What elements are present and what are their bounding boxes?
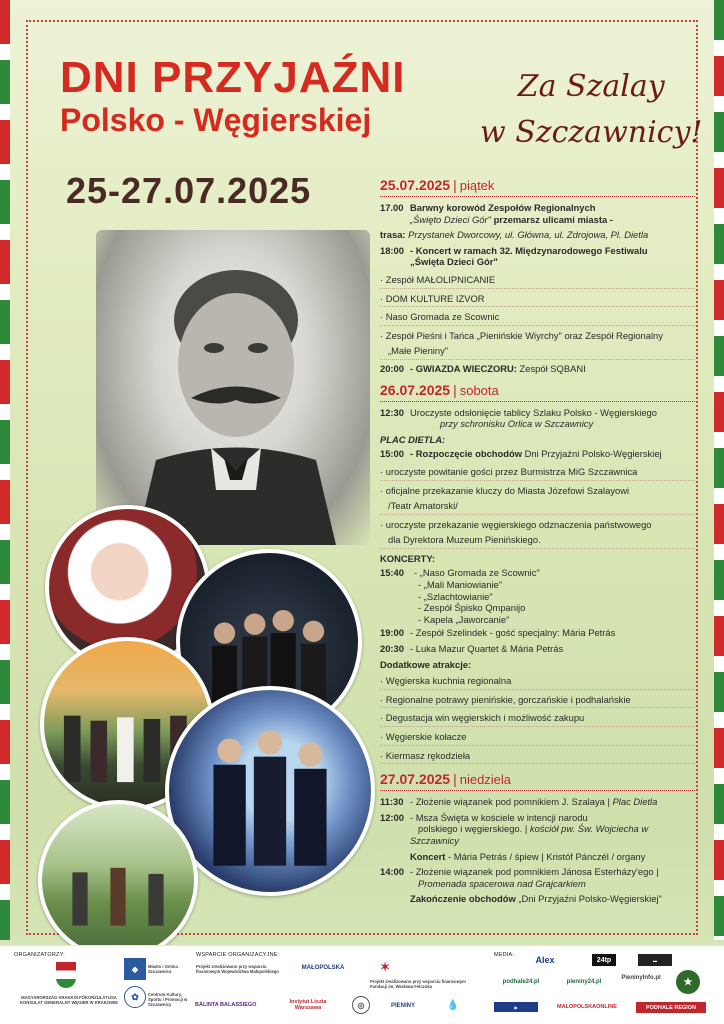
list-item: · oficjalne przekazanie kluczy do Miasta Józefowi Szalayowi — [380, 484, 630, 496]
support-note-1: Projekt zrealizowano przy wsparciu finansowym Województwa Małopolskiego — [196, 964, 279, 974]
event-title: - GWIAZDA WIECZORU: — [410, 362, 517, 374]
attraction-item: · Kiermasz rękodzieła — [380, 748, 695, 765]
event-title: Barwny korowód Zespołów Regionalnych — [410, 202, 596, 213]
event-time: 18:00 — [380, 244, 404, 256]
event-text: - Zespół Szelindek - gość specjalny: Mária Petrás — [410, 627, 616, 639]
day-date: 27.07.2025 — [380, 771, 451, 788]
day-name: sobota — [459, 382, 499, 398]
day-heading-3: 27.07.2025 | niedziela — [380, 770, 695, 791]
section-heading: Dodatkowe atrakcje: — [380, 658, 472, 670]
schedule-row — [380, 796, 695, 808]
sponsors-footer — [0, 945, 724, 1024]
schedule-row — [380, 627, 695, 639]
org-cultural-center: Centrum Kultury, Sportu i Promocji w Szczawnicy — [148, 991, 188, 1007]
water-drop-icon: 💧 — [446, 999, 460, 1011]
section-heading: PLAC DIETLA: — [380, 433, 446, 445]
schedule-row — [380, 893, 695, 905]
event-time: 17.00 — [380, 202, 404, 213]
event-place: przy schronisku Orlica w Szczawnicy — [440, 418, 594, 430]
route-text: Przystanek Dworcowy, ul. Główna, ul. Zdrojowa, Pl. Dietla — [408, 229, 649, 241]
event-time: 15:00 — [380, 448, 404, 460]
quartet-silhouettes — [169, 690, 371, 892]
org-city: Miasto i Gmina Szczawnica — [148, 964, 178, 974]
event-title — [60, 55, 405, 139]
flag-stripe-left — [0, 0, 10, 940]
section-heading: KONCERTY: — [380, 552, 436, 564]
event-text: - Msza Święta w kościele w intencji narodu — [410, 811, 588, 823]
event-text-2: polskiego i węgierskiego. | — [418, 823, 528, 835]
event-text: - Złożenie wiązanek pod pomnikiem J. Szalaya | — [410, 796, 610, 808]
list-item: · uroczyste powitanie gości przez Burmistrza MiG Szczawnica — [380, 464, 695, 481]
event-time: 19:00 — [380, 627, 404, 639]
event-rest: Dni Przyjaźni Polsko-Węgierskiej — [524, 448, 662, 460]
title-line-1: DNI PRZYJAŹNI — [60, 53, 406, 102]
title-line-2: Polsko - Węgierskiej — [60, 102, 372, 138]
event-subtitle-rest: przemarsz ulicami miasta - — [493, 213, 613, 225]
podhale-region-logo: PODHALE REGION — [636, 1002, 706, 1013]
script-line-2: w Szczawnicy! — [480, 115, 703, 150]
photo-outdoor-musicians — [38, 800, 198, 960]
event-time: 20:30 — [380, 643, 404, 655]
route-label: trasa: — [380, 229, 406, 241]
schedule — [380, 170, 695, 909]
podhale24-logo: podhale24.pl — [502, 979, 540, 985]
schedule-row — [380, 866, 695, 889]
org-consulate: MAGYARORSZÁG KRAKKÓI FŐKONZULÁTUSA KONSULAT GENERALNY WĘGIER W KRAKOWIE — [19, 995, 119, 1005]
schedule-row — [380, 812, 695, 847]
list-item: · uroczyste przekazanie węgierskiego odznaczenia państwowego — [380, 518, 652, 530]
day-date: 25.07.2025 — [380, 177, 451, 193]
pieniny-logo: PIENINY — [390, 1003, 415, 1009]
24tp-logo: 24tp — [592, 954, 616, 966]
schedule-row — [380, 643, 695, 655]
day-heading-2: 26.07.2025 | sobota — [380, 381, 695, 402]
attraction-item: · Regionalne potrawy pienińskie, gorczańskie i podhalańskie — [380, 692, 695, 709]
event-title: - Rozpoczęcie obchodów — [410, 448, 522, 460]
event-place: kościół pw. Św. Wojciecha w Szczawnicy — [410, 823, 649, 846]
script-line-1: Za Szalay — [517, 69, 665, 104]
concert-label: Koncert — [410, 850, 446, 862]
event-place: Plac Dietla — [612, 796, 658, 808]
day-name: niedziela — [459, 772, 512, 788]
attraction-item: · Węgierskie kołacze — [380, 729, 695, 746]
event-time: 12:00 — [380, 811, 404, 823]
attraction-item: · Degustacja win węgierskich i możliwość zakupu — [380, 710, 695, 727]
list-item: dla Dyrektora Muzeum Pienińskiego. — [380, 532, 695, 549]
portrait-illustration — [96, 230, 370, 545]
event-title: - Koncert w ramach 32. Międzynarodowego Festiwalu — [410, 244, 648, 256]
list-item: /Teatr Amatorski/ — [380, 498, 695, 515]
schedule-row — [380, 448, 695, 460]
concert-item: - Kapela „Jaworcanie" — [418, 613, 510, 625]
alex-radio-logo: Alex — [535, 955, 555, 965]
schedule-row — [380, 407, 695, 430]
concert-item: - „Mali Maniowianie" — [418, 579, 503, 591]
support-note-2: Projekt zrealizowano przy wsparciu finansowym Fundacji im. Wacława Felczoka — [370, 979, 466, 989]
schedule-row — [380, 851, 695, 863]
event-time: 12:30 — [380, 406, 404, 418]
event-subtitle: „Święto Dzieci Gór" — [410, 213, 491, 225]
malopolskaonline-logo: MALOPOLSKAONLINE — [557, 1004, 617, 1010]
event-time: 15:40 — [380, 567, 404, 579]
list-item: · Zespół MAŁOLIPNICANIE — [380, 272, 695, 289]
day-name: piątek — [459, 178, 495, 193]
day-heading-1: 25.07.2025 | piątek — [380, 176, 695, 197]
portrait-engraving — [96, 230, 370, 545]
event-place: Promenada spacerowa nad Grajcarkiem — [418, 877, 586, 889]
media-badge-icon: ▬ — [638, 954, 672, 966]
closing-label: Zakończenie obchodów — [410, 893, 516, 905]
event-title: Uroczyste odsłonięcie tablicy Szlaku Polsko - Węgierskiego — [410, 406, 657, 418]
organizers-label: ORGANIZATORZY: — [14, 952, 65, 958]
event-dates: 25-27.07.2025 — [66, 170, 312, 211]
event-time: 11:30 — [380, 796, 404, 808]
hungarian-coat-of-arms-icon — [56, 962, 76, 988]
event-text: - Luka Mazur Quartet & Mária Petrás — [410, 643, 564, 655]
concert-item: - „Szlachtowianie" — [418, 590, 493, 602]
day-date: 26.07.2025 — [380, 381, 451, 398]
event-text: - Mária Petrás / śpiew | Kristóf Pánczél / organy — [448, 850, 646, 862]
liszt-institute-logo: Instytut Liszta Warszawa — [289, 999, 327, 1011]
schedule-row — [380, 363, 695, 375]
event-text: - Złożenie wiązanek pod pomnikiem Jánosa Esterházy'ego | — [410, 866, 659, 878]
foundation-star-icon: ✶ — [379, 960, 391, 974]
event-subtitle: „Święta Dzieci Gór" — [410, 256, 498, 268]
pieninyinfo-logo: PieninyInfo.pl — [621, 975, 661, 981]
schedule-row — [380, 245, 695, 268]
balinta-logo: BÁLINTA BALASSIEGO — [195, 1002, 257, 1008]
list-item: · DOM KULTURE IZVOR — [380, 291, 695, 308]
flag-stripe-right — [714, 0, 724, 940]
media-circle-logo-icon: ★ — [676, 970, 700, 994]
media-label: MEDIA: — [494, 952, 515, 958]
list-item: · Zespół Pieśni i Tańca „Pienińskie Wiyrchy" oraz Zespół Regionalny — [380, 329, 663, 341]
list-item: · Naso Gromada ze Scownic — [380, 309, 695, 326]
szczawnica-crest-icon: ◆ — [124, 958, 146, 980]
script-subtitle — [480, 64, 702, 156]
support-label: WSPARCIE ORGANIZACYJNE: — [196, 952, 280, 958]
event-time: 14:00 — [380, 866, 404, 878]
list-item: „Małe Pieniny" — [380, 343, 695, 360]
event-rest: Zespół SQBANI — [519, 362, 586, 374]
schedule-row — [380, 229, 695, 241]
musician-silhouettes — [42, 804, 194, 956]
attraction-item: · Węgierska kuchnia regionalna — [380, 673, 695, 690]
cultural-center-icon: ✿ — [124, 986, 146, 1008]
event-time: 20:00 — [380, 362, 404, 374]
schedule-row — [380, 202, 695, 225]
concert-item: - Zespół Śpisko Qmpanijo — [418, 602, 526, 614]
closing-text: „Dni Przyjaźni Polsko-Węgierskiej" — [518, 893, 662, 905]
pieniny24-logo: pieniny24.pl — [566, 979, 602, 985]
concert-item: - „Naso Gromada ze Scownic" — [414, 567, 540, 579]
malopolska-logo: MAŁOPOLSKA — [301, 965, 345, 971]
schedule-row — [380, 567, 695, 625]
seal-icon: ◎ — [352, 996, 370, 1014]
media-bar-icon: ▶ — [494, 1002, 538, 1012]
